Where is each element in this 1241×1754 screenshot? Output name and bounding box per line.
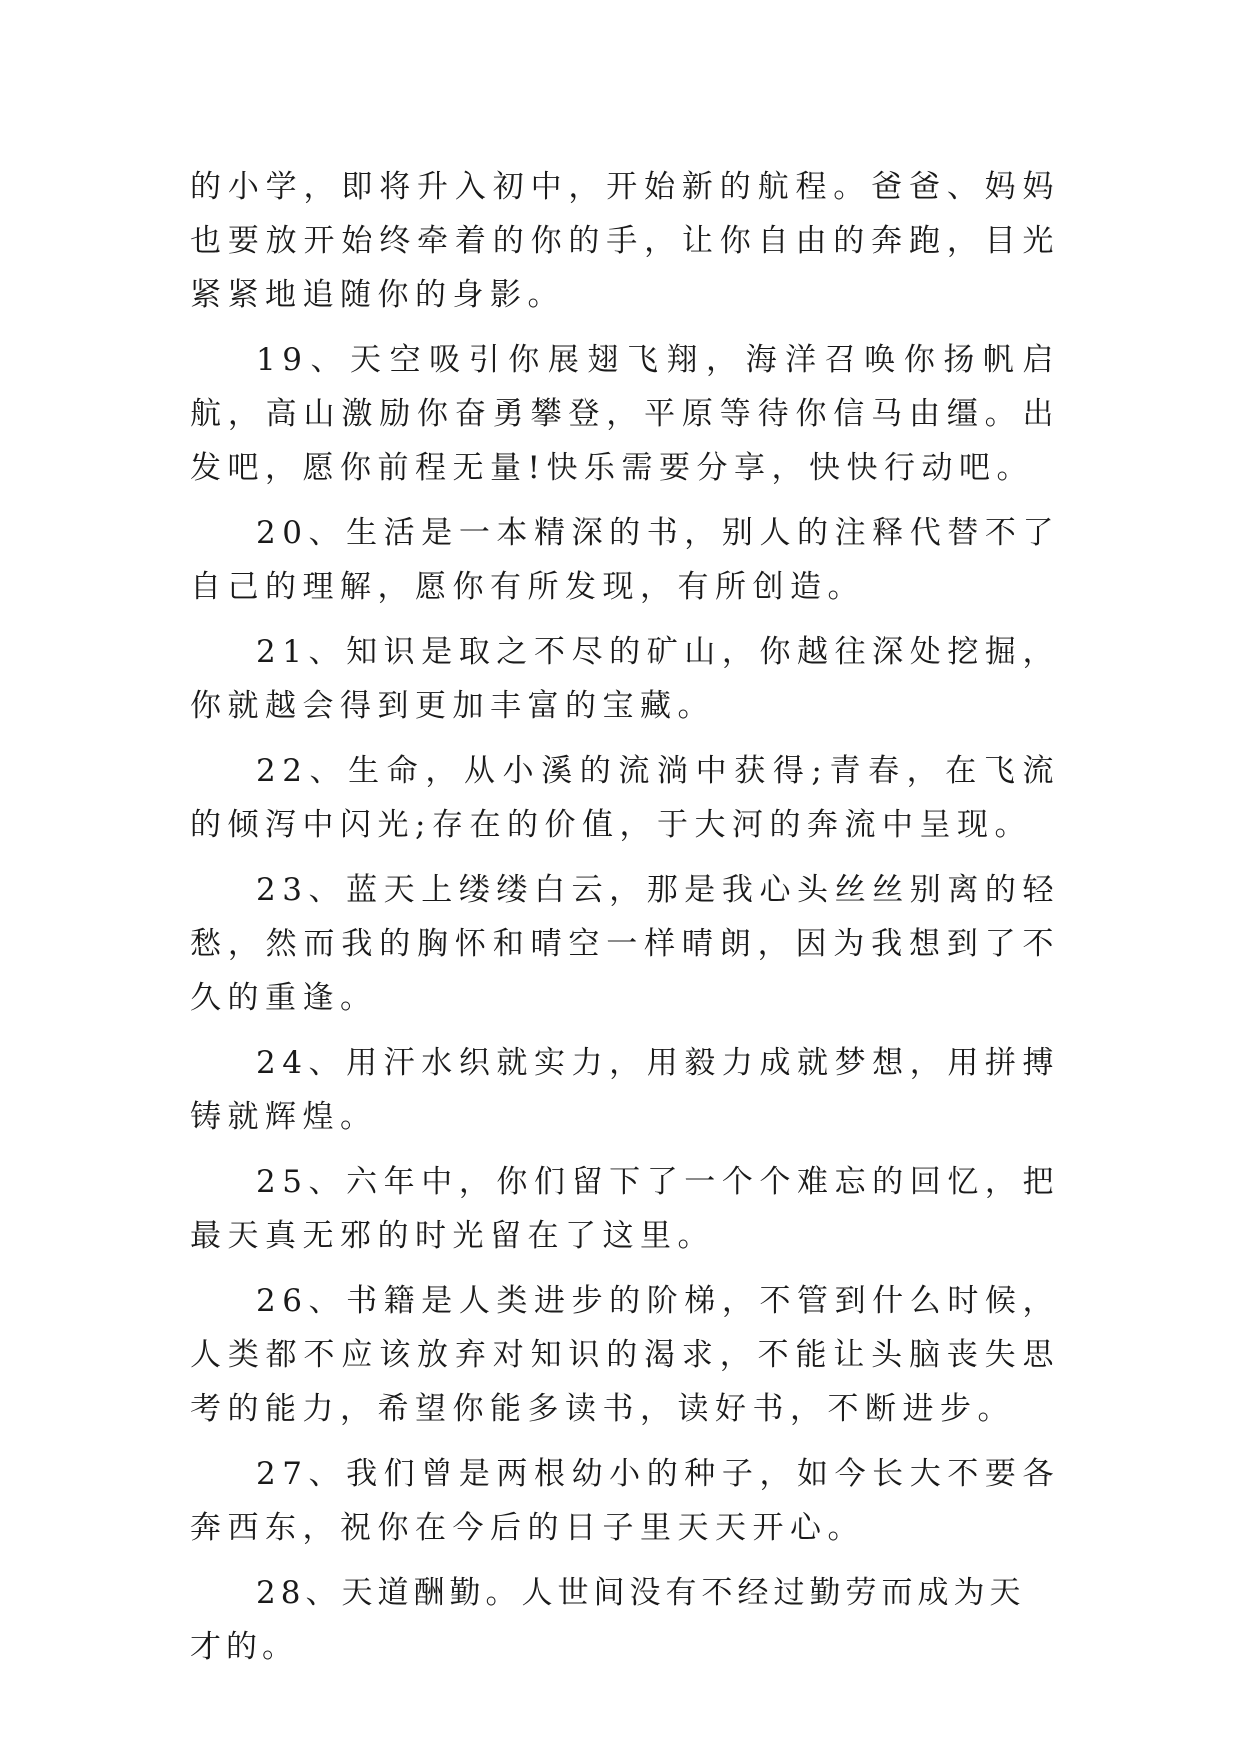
paragraph-23: 23、蓝天上缕缕白云，那是我心头丝丝别离的轻愁，然而我的胸怀和晴空一样晴朗，因为我想到了不久的重逢。 [190, 872, 1060, 1016]
paragraph-25: 25、六年中，你们留下了一个个难忘的回忆，把最天真无邪的时光留在了这里。 [190, 1164, 1060, 1254]
paragraph-27: 27、我们曾是两根幼小的种子，如今长大不要各奔西东，祝你在今后的日子里天天开心。 [190, 1456, 1060, 1546]
paragraph-28: 28、天道酬勤。人世间没有不经过勤劳而成为天才的。 [190, 1575, 1026, 1665]
paragraph-21: 21、知识是取之不尽的矿山，你越往深处挖掘，你就越会得到更加丰富的宝藏。 [190, 634, 1060, 724]
document-body [190, 160, 1060, 1685]
paragraph-continued: 的小学，即将升入初中，开始新的航程。爸爸、妈妈也要放开始终牵着的你的手，让你自由的奔跑，目光紧紧地追随你的身影。 [190, 169, 1060, 313]
paragraph-24: 24、用汗水织就实力，用毅力成就梦想，用拼搏铸就辉煌。 [190, 1045, 1060, 1135]
paragraph-26: 26、书籍是人类进步的阶梯，不管到什么时候，人类都不应该放弃对知识的渴求，不能让头脑丧失思考的能力，希望你能多读书，读好书，不断进步。 [190, 1283, 1060, 1427]
paragraph-22: 22、生命，从小溪的流淌中获得;青春，在飞流的倾泻中闪光;存在的价值，于大河的奔流中呈现。 [190, 753, 1060, 843]
paragraph-19: 19、天空吸引你展翅飞翔，海洋召唤你扬帆启航，高山激励你奋勇攀登，平原等待你信马由缰。出发吧，愿你前程无量!快乐需要分享，快快行动吧。 [190, 342, 1060, 486]
paragraph-20: 20、生活是一本精深的书，别人的注释代替不了自己的理解，愿你有所发现，有所创造。 [190, 515, 1060, 605]
